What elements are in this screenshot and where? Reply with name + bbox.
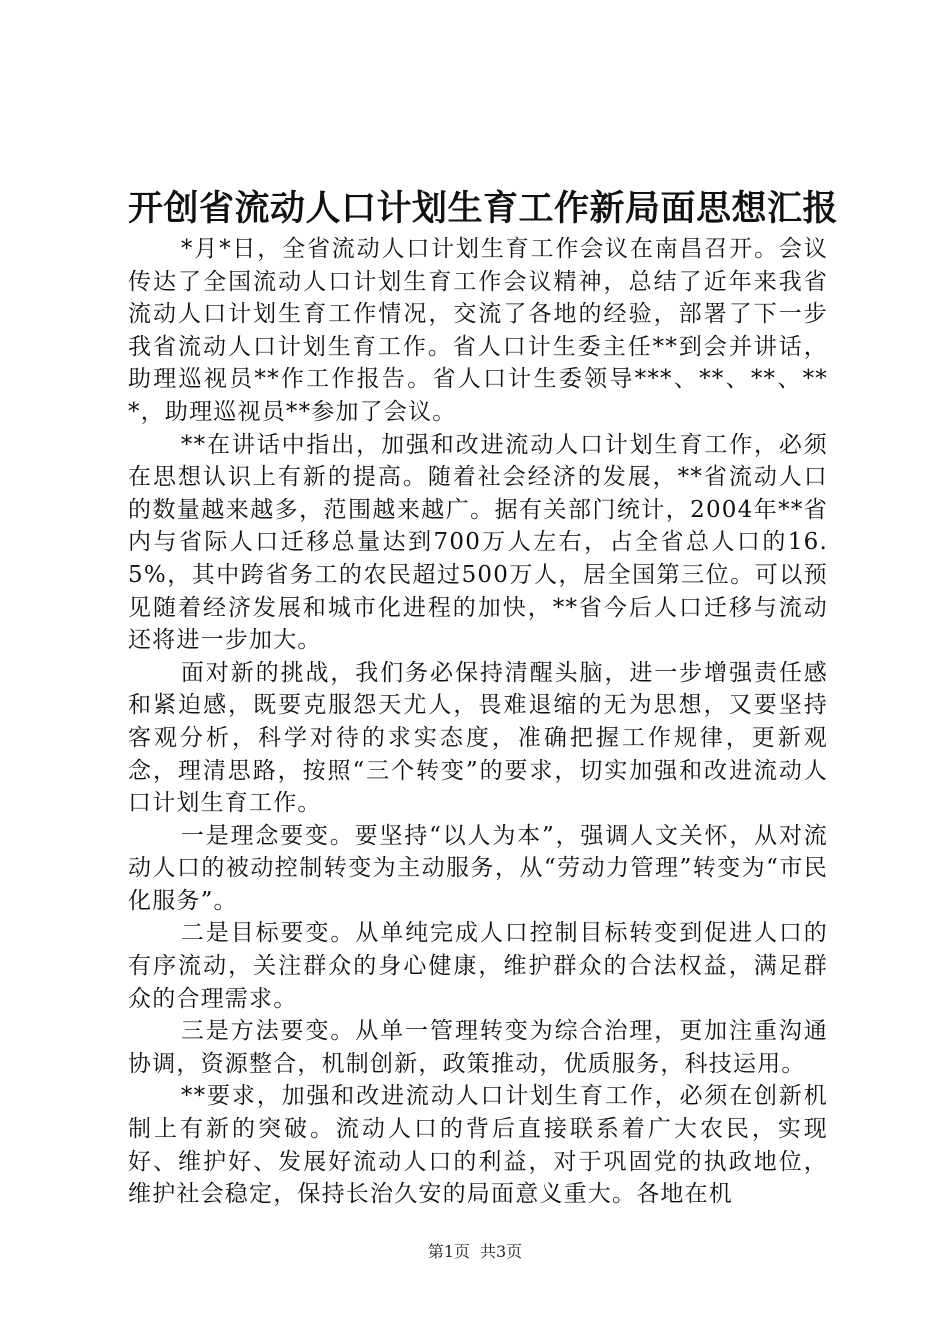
page-total: 共3页	[480, 1242, 523, 1261]
page-footer	[0, 1241, 950, 1263]
document-body	[128, 233, 828, 1211]
paragraph: **要求，加强和改进流动人口计划生育工作，必须在创新机制上有新的突破。流动人口的背后直接联系着广大农民，实现好、维护好、发展好流动人口的利益，对于巩固党的执政地位，维护社会稳定，保持长治久安的局面意义重大。各地在机	[128, 1083, 828, 1208]
paragraph: 三是方法要变。从单一管理转变为综合治理，更加注重沟通协调，资源整合，机制创新，政策推动，优质服务，科技运用。	[128, 1018, 828, 1077]
paragraph: *月*日，全省流动人口计划生育工作会议在南昌召开。会议传达了全国流动人口计划生育工作会议精神，总结了近年来我省流动人口计划生育工作情况，交流了各地的经验，部署了下一步我省流动人口计划生育工作。省人口计生委主任**到会并讲话，助理巡视员**作工作报告。省人口计生委领导***、**、**、***，助理巡视员**参加了会议。	[128, 236, 828, 425]
paragraph: **在讲话中指出，加强和改进流动人口计划生育工作，必须在思想认识上有新的提高。随着社会经济的发展，**省流动人口的数量越来越多，范围越来越广。据有关部门统计，2004年**省内与省际人口迁移总量达到700万人左右，占全省总人口的16.5%，其中跨省务工的农民超过500万人，居全国第三位。可以预见随着经济发展和城市化进程的加快，**省今后人口迁移与流动还将进一步加大。	[128, 431, 828, 654]
paragraph: 一是理念要变。要坚持“以人为本”，强调人文关怀，从对流动人口的被动控制转变为主动服务，从“劳动力管理”转变为“市民化服务”。	[128, 822, 828, 914]
document-title: 开创省流动人口计划生育工作新局面思想汇报	[128, 188, 839, 229]
page-number: 第1页	[427, 1242, 470, 1261]
paragraph: 面对新的挑战，我们务必保持清醒头脑，进一步增强责任感和紧迫感，既要克服怨天尤人，畏难退缩的无为思想，又要坚持客观分析，科学对待的求实态度，准确把握工作规律，更新观念，理清思路，按照“三个转变”的要求，切实加强和改进流动人口计划生育工作。	[128, 659, 828, 817]
paragraph: 二是目标要变。从单纯完成人口控制目标转变到促进人口的有序流动，关注群众的身心健康，维护群众的合法权益，满足群众的合理需求。	[128, 920, 828, 1012]
